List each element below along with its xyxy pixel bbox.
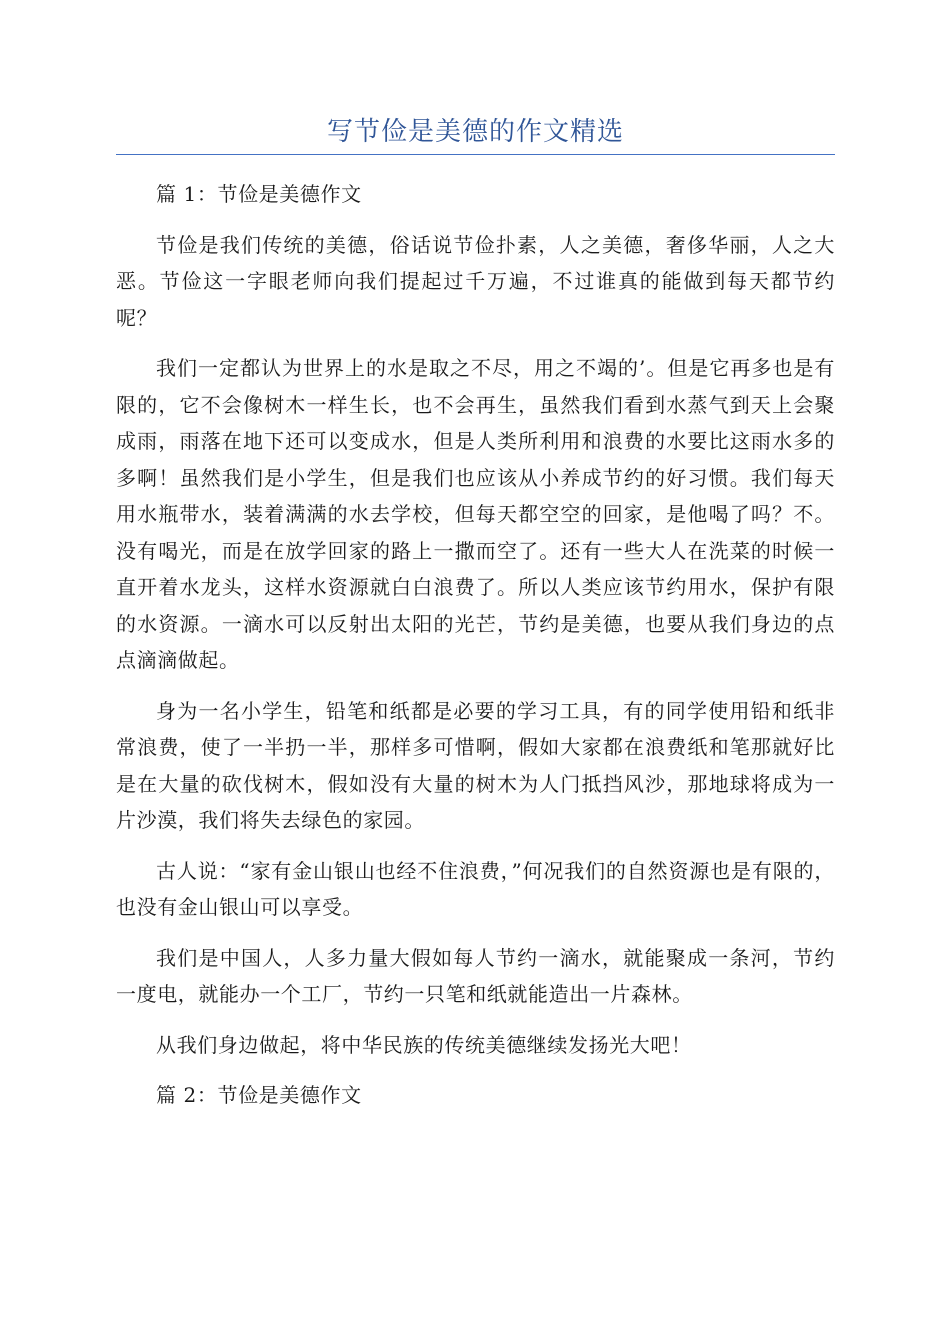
section-heading: 篇 1：节俭是美德作文 bbox=[156, 182, 362, 206]
paragraph: 身为一名小学生，铅笔和纸都是必要的学习工具，有的同学使用铅和纸非常浪费，使了一半扔一半，那样多可惜啊，假如大家都在浪费纸和笔那就好比是在大量的砍伐树木，假如没有大量的树木为人门抵挡风沙，那地球将成为一片沙漠，我们将失去绿色的家园。 bbox=[116, 698, 835, 832]
paragraph: 节俭是我们传统的美德，俗话说节俭扑素，人之美德，奢侈华丽，人之大恶。节俭这一字眼老师向我们提起过千万遍，不过谁真的能做到每天都节约呢？ bbox=[116, 232, 835, 330]
title-underline bbox=[116, 154, 835, 155]
paragraph: 从我们身边做起，将中华民族的传统美德继续发扬光大吧！ bbox=[156, 1032, 692, 1057]
paragraph: 我们一定都认为世界上的水是取之不尽，用之不竭的’。但是它再多也是有限的，它不会像树木一样生长，也不会再生，虽然我们看到水蒸气到天上会聚成雨，雨落在地下还可以变成水，但是人类所利用和浪费的水要比这雨水多的多啊！虽然我们是小学生，但是我们也应该从小养成节约的好习惯。我们每天用水瓶带水，装着满满的水去学校，但每天都空空的回家，是他喝了吗？不。没有喝光，而是在放学回家的路上一撒而空了。还有一些大人在洗菜的时候一直开着水龙头，这样水资源就白白浪费了。所以人类应该节约用水，保护有限的水资源。一滴水可以反射出太阳的光芒，节约是美德，也要从我们身边的点点滴滴做起。 bbox=[116, 356, 835, 672]
document-title: 写节俭是美德的作文精选 bbox=[326, 117, 624, 147]
document-body bbox=[116, 176, 835, 1128]
section-heading: 篇 2：节俭是美德作文 bbox=[156, 1083, 362, 1107]
paragraph: 古人说：“家有金山银山也经不住浪费，”何况我们的自然资源也是有限的，也没有金山银山可以享受。 bbox=[116, 858, 835, 919]
paragraph: 我们是中国人，人多力量大假如每人节约一滴水，就能聚成一条河，节约一度电，就能办一个工厂，节约一只笔和纸就能造出一片森林。 bbox=[116, 945, 835, 1006]
